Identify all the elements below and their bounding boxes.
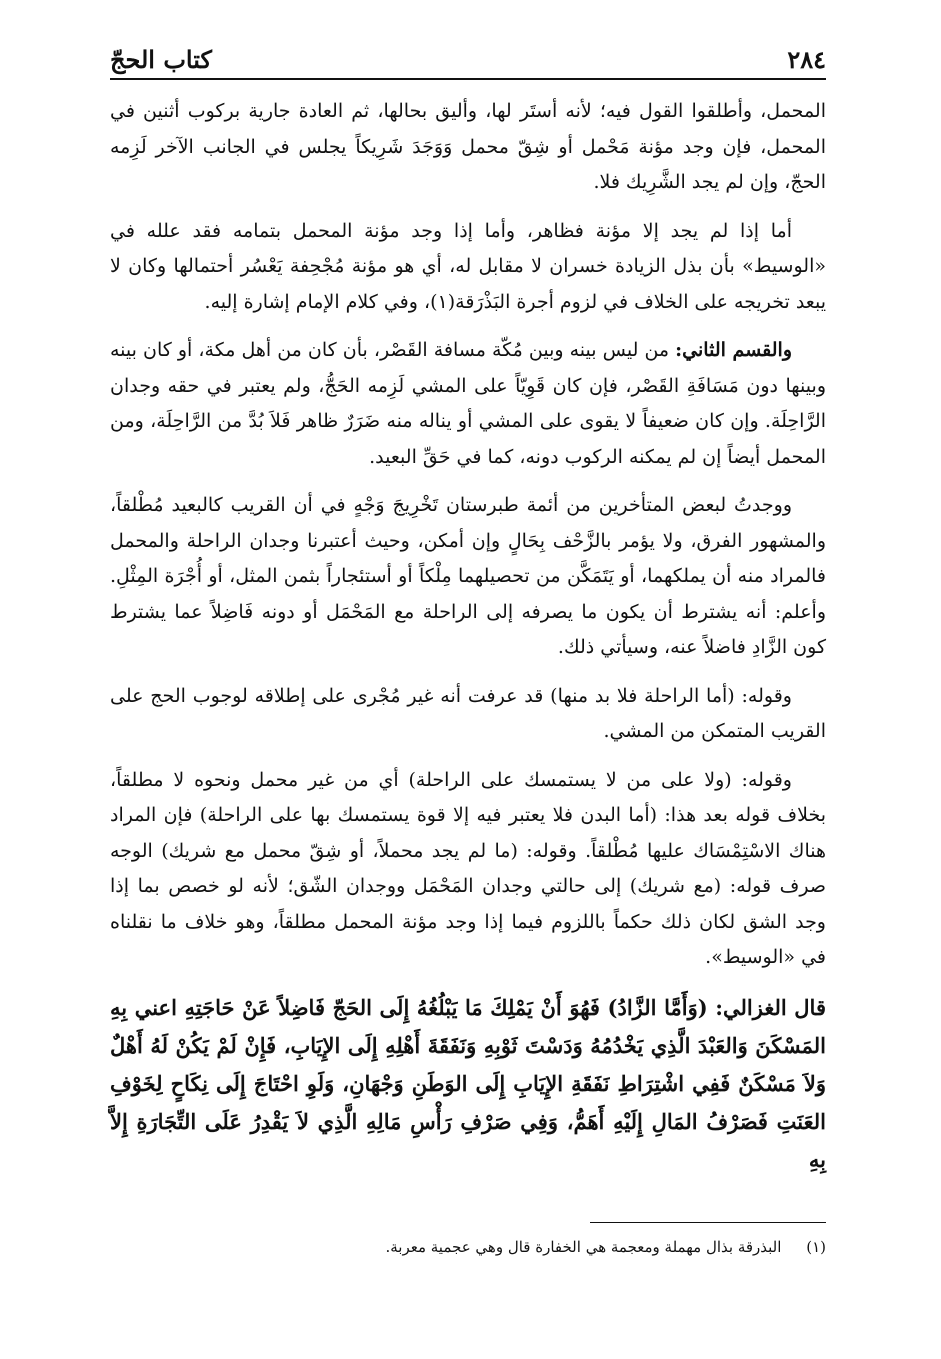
paragraph-2: أما إذا لم يجد إلا مؤنة فظاهر، وأما إذا وجد مؤنة المحمل بتمامه فقد علله في «الوسيط» بأن بذل الزيادة خسران لا مقابل له، أي هو مؤنة مُجْحِفة يَعْسُر أحتمالها وكان لا يبعد تخريجه على الخلاف في لزوم أجرة البَذْرَقة(١)، وفي كلام الإمام إشارة إليه.: [110, 219, 826, 313]
footnote-marker: (١): [806, 1238, 826, 1256]
section-heading: والقسم الثاني:: [675, 339, 792, 361]
paragraph-1: المحمل، وأطلقوا القول فيه؛ لأنه أستَر لها، وأليق بحالها، ثم العادة جارية بركوب أثنين في المحمل، فإن وجد مؤنة مَحْمل أو شِقّ محمل وَوَجَدَ شَرِيكاً يجلس في الجانب الآخر لَزِمه الحجّ، وإن لم يجد الشَّرِيك فلا.: [110, 100, 826, 193]
paragraph-3: والقسم الثاني: من ليس بينه وبين مُكّة مسافة القَصْر، بأن كان من أهل مكة، أو كان بينه وبينها دون مَسَافَةِ القَصْر، فإن كان قَوِيّاً على المشي لَزِمه الحَجُّ، ولم يعتبر في حقه وجدان الرَّاحِلَة. وإن كان ضعيفاً لا يقوى على المشي أو يناله منه ضَرَرٌ ظاهر فَلاَ بُدَّ من الرَّاحِلَة، ومن المحمل أيضاً إن لم يمكنه الركوب دونه، كما في حَقِّ البعيد.: [110, 339, 826, 468]
footnote-text: البذرقة بذال مهملة ومعجمة هي الخفارة قال وهي عجمية معربة.: [385, 1238, 782, 1256]
paragraph-5: وقوله: (أما الراحلة فلا بد منها) قد عرفت أنه غير مُجْرى على إطلاقه لوجوب الحج على القريب المتمكن من المشي.: [110, 684, 826, 742]
footnote-divider: [590, 1222, 826, 1223]
page-number: ٢٨٤: [787, 45, 826, 74]
footnote: [110, 1236, 826, 1258]
paragraph-4: ووجدتُ لبعض المتأخرين من أئمة طبرستان تَخْرِيجَ وَجْهٍ في أن القريب كالبعيد مُطْلقاً، والمشهور الفرق، ولا يؤمر بالزَّحْف بِحَالٍ وإن أمكن، وحيث أعتبرنا وجدان الراحلة والمحمل فالمراد منه أن يملكهما، أو يَتَمَكَّن من تحصيلهما مِلْكاً أو أستئجاراً بثمن المثل، أو أُجْرَة المِثْلِ. وأعلم: أنه يشترط أن يكون ما يصرفه إلى الراحلة مع المَحْمَل أو دونه فَاضِلاً عما يشترط كون الزَّادِ فاضلاً عنه، وسيأتي ذلك.: [110, 494, 826, 658]
page-header: [110, 34, 826, 74]
paragraph-6: وقوله: (ولا على من لا يستمسك على الراحلة) أي من غير محمل ونحوه لا مطلقاً، بخلاف قوله بعد هذا: (أما البدن فلا يعتبر فيه إلا قوة يستمسك بها على الراحلة) فإن المراد هناك الاسْتِمْسَاك عليها مُطْلقاً. وقوله: (ما لم يجد محملاً، أو شِقّ محمل مع شريك) الوجه صرف قوله: (مع شريك) إلى حالتي وجدان المَحْمَل ووجدان الشّق؛ لأنه لو خصص بما إذا وجد الشق لكان ذلك حكماً باللزوم فيما إذا وجد مؤنة المحمل مطلقاً، وهو خلاف ما نقلناه في «الوسيط».: [110, 768, 826, 968]
header-divider: [110, 78, 826, 80]
main-text: [110, 94, 826, 1192]
book-title: كتاب الحجّ: [110, 45, 212, 74]
paragraph-7: قال الغزالي: (وَأَمَّا الزَّادُ) فَهُوَ أَنْ يَمْلِكَ مَا يَبْلُغُهُ إِلَى الحَجّ فَاضِلاً عَنْ حَاجَتِهِ اعني بِهِ المَسْكَنَ وَالعَبْدَ الَّذِي يَخْدُمُهُ وَدَسْتَ ثَوْبِهِ وَنَفَقَةَ أَهْلِهِ إِلَى الإِيَابِ، فَإِنْ لَمْ يَكُنْ لَهُ أَهْلٌ وَلاَ مَسْكَنٌ فَفِي اشْتِرَاطِ نَفَقَةِ الإِيَابِ إِلَى الوَطَنِ وَجْهَانِ، وَلَوِ احْتَاجَ إِلَى نِكَاحٍ لِخَوْفِ العَنَتِ فَصَرْفُ المَالِ إِلَيْهِ أَهَمُّ، وَفِي صَرْفِ رَأْسِ مَالِهِ الَّذِي لاَ يَقْدِرُ عَلَى التِّجَارَةِ إِلاَّ بِهِ: [110, 994, 826, 1172]
quote-attribution: قال الغزالي:: [715, 994, 826, 1020]
